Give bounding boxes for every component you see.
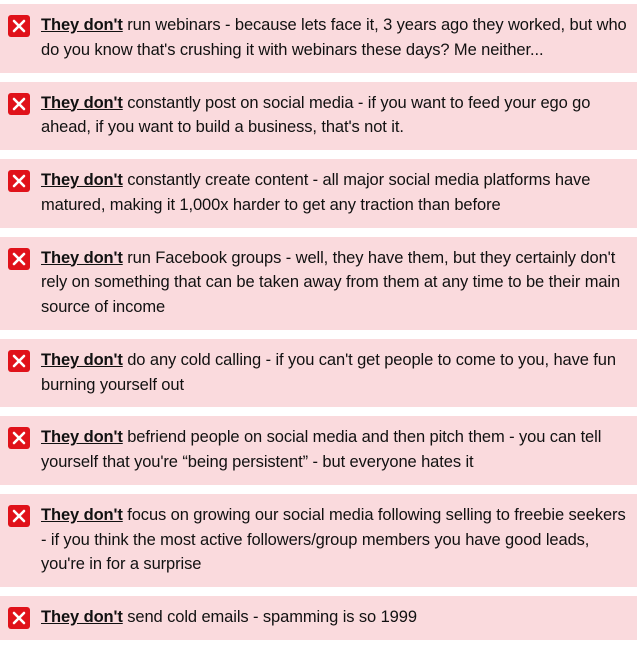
list-item-lead: They don't xyxy=(41,428,123,447)
list-item xyxy=(0,4,637,73)
list-item-text xyxy=(41,425,627,475)
list-item-lead: They don't xyxy=(41,16,123,34)
x-mark-icon xyxy=(8,248,30,270)
list-item-body: befriend people on social media and then pitch them - you can tell yourself that you're “being persistent” - but everyone hates it xyxy=(41,428,602,471)
list-item-body: run webinars - because lets face it, 3 years ago they worked, but who do you know that's crushing it with webinars these days? Me neither... xyxy=(41,16,627,59)
list-item xyxy=(0,339,637,408)
list-item-text xyxy=(41,91,627,141)
list-item-lead: They don't xyxy=(41,171,123,189)
list-item-body: constantly create content - all major social media platforms have matured, making it 1,000x harder to get any traction than before xyxy=(41,171,591,214)
x-mark-icon xyxy=(8,350,30,372)
list-item xyxy=(0,82,637,151)
list-item-body: do any cold calling - if you can't get people to come to you, have fun burning yourself out xyxy=(41,350,616,394)
list-item-body: send cold emails - spamming is so 1999 xyxy=(122,608,417,626)
list-item-body: focus on growing our social media following selling to freebie seekers - if you think the most active followers/group members you have good leads, you're in for a surprise xyxy=(41,505,626,574)
list-item-text xyxy=(41,168,627,218)
list-item-lead: They don't xyxy=(41,505,123,524)
x-mark-icon xyxy=(8,607,30,629)
x-mark-icon xyxy=(8,15,30,37)
list-item xyxy=(0,159,637,228)
list-item-lead: They don't xyxy=(41,608,123,626)
list-item xyxy=(0,416,637,485)
list-item-text xyxy=(41,503,627,577)
list-item-lead: They don't xyxy=(41,93,123,112)
list-item-text xyxy=(41,348,627,398)
x-mark-icon xyxy=(8,170,30,192)
list-item-text xyxy=(41,246,627,320)
list-item-text xyxy=(41,605,627,630)
list-item xyxy=(0,237,637,330)
list-item-body: constantly post on social media - if you want to feed your ego go ahead, if you want to build a business, that's not it. xyxy=(41,93,591,137)
list-item-lead: They don't xyxy=(41,248,123,267)
x-mark-icon xyxy=(8,93,30,115)
x-mark-icon xyxy=(8,427,30,449)
list-item xyxy=(0,494,637,587)
list-item-body: run Facebook groups - well, they have them, but they certainly don't rely on something that can be taken away from them at any time to be their main source of income xyxy=(41,248,621,316)
list-item-lead: They don't xyxy=(41,350,123,369)
list-item xyxy=(0,596,637,640)
list-item-text xyxy=(41,13,627,63)
x-mark-icon xyxy=(8,505,30,527)
